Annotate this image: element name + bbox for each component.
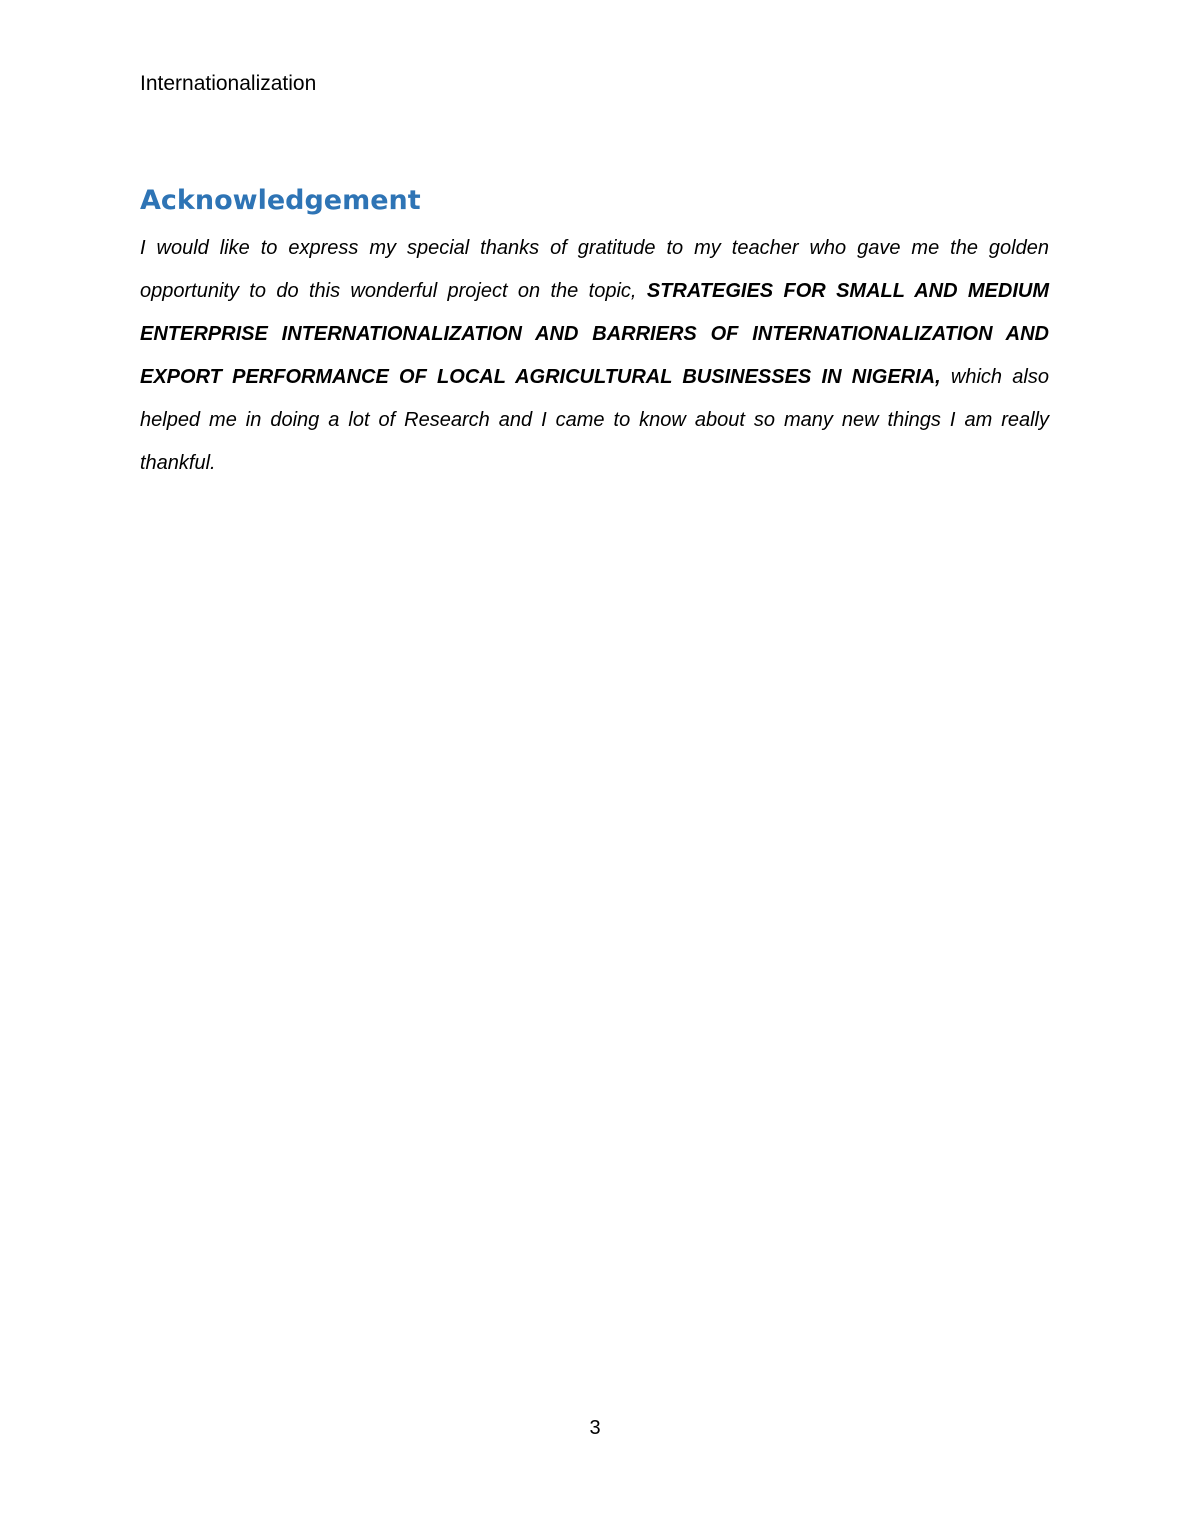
acknowledgement-paragraph [140,227,1049,485]
page-number: 3 [589,1417,601,1439]
running-header: Internationalization [140,72,317,95]
paragraph-intro: I would like to express my special thanks of gratitude to my teacher who gave me the golden opportunity to do this wonderful project on the topic, [140,237,1049,302]
paragraph-outro: which also helped me in doing a lot of Research and I came to know about so many new things I am really thankful. [140,366,1049,474]
project-topic: STRATEGIES FOR SMALL AND MEDIUM ENTERPRISE INTERNATIONALIZATION AND BARRIERS OF INTERNATIONALIZATION AND EXPORT PERFORMANCE OF LOCAL AGRICULTURAL BUSINESSES IN NIGERIA, [140,280,1049,388]
section-heading: Acknowledgement [140,185,421,216]
